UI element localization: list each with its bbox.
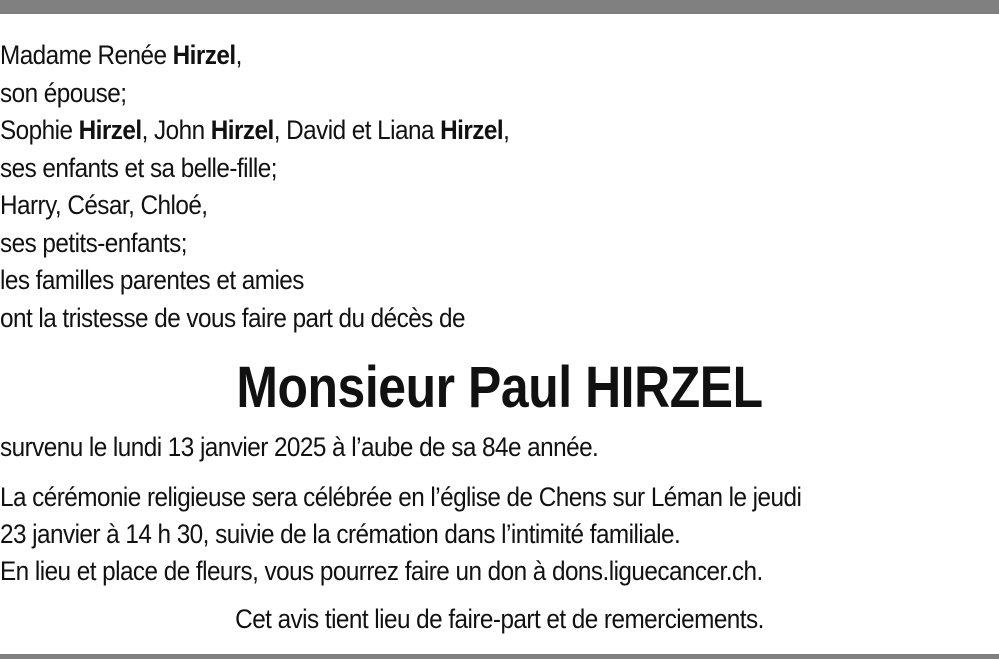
spouse-relation: son épouse; bbox=[0, 77, 127, 108]
grandchildren-relation: ses petits-enfants; bbox=[0, 227, 187, 258]
ceremony-line: 23 janvier à 14 h 30, suivie de la crémation dans l’intimité familiale. bbox=[0, 519, 681, 549]
announcement-intro: ont la tristesse de vous faire part du décès de bbox=[0, 302, 465, 333]
bottom-rule bbox=[0, 654, 999, 659]
spouse-name: Madame Renée bbox=[0, 40, 173, 70]
ceremony-details bbox=[0, 479, 999, 590]
closing-note: Cet avis tient lieu de faire-part et de remerciements. bbox=[235, 604, 764, 634]
deceased-name: Monsieur Paul HIRZEL bbox=[236, 355, 763, 420]
spouse-surname: Hirzel bbox=[172, 40, 236, 70]
grandchildren-names: Harry, César, Chloé, bbox=[0, 190, 208, 220]
child-name: , David et Liana bbox=[273, 115, 441, 145]
child-surname: Hirzel bbox=[210, 115, 274, 145]
child-name: , John bbox=[141, 115, 211, 145]
child-surname: Hirzel bbox=[78, 115, 142, 145]
punctuation: , bbox=[235, 40, 242, 70]
death-notice: survenu le lundi 13 janvier 2025 à l’aube de sa 84e année. bbox=[0, 432, 599, 462]
child-name: Sophie bbox=[0, 115, 79, 145]
children-relation: ses enfants et sa belle-fille; bbox=[0, 152, 277, 183]
family-line-spouse bbox=[0, 37, 899, 75]
punctuation: , bbox=[503, 115, 510, 145]
top-rule bbox=[0, 0, 999, 14]
child-surname: Hirzel bbox=[440, 115, 504, 145]
family-line-children bbox=[0, 112, 899, 150]
donation-line: En lieu et place de fleurs, vous pourrez faire un don à dons.liguecancer.ch. bbox=[0, 556, 763, 586]
family-list bbox=[0, 37, 899, 337]
extended-family: les familles parentes et amies bbox=[0, 265, 304, 295]
ceremony-line: La cérémonie religieuse sera célébrée en l’église de Chens sur Léman le jeudi bbox=[0, 482, 802, 512]
